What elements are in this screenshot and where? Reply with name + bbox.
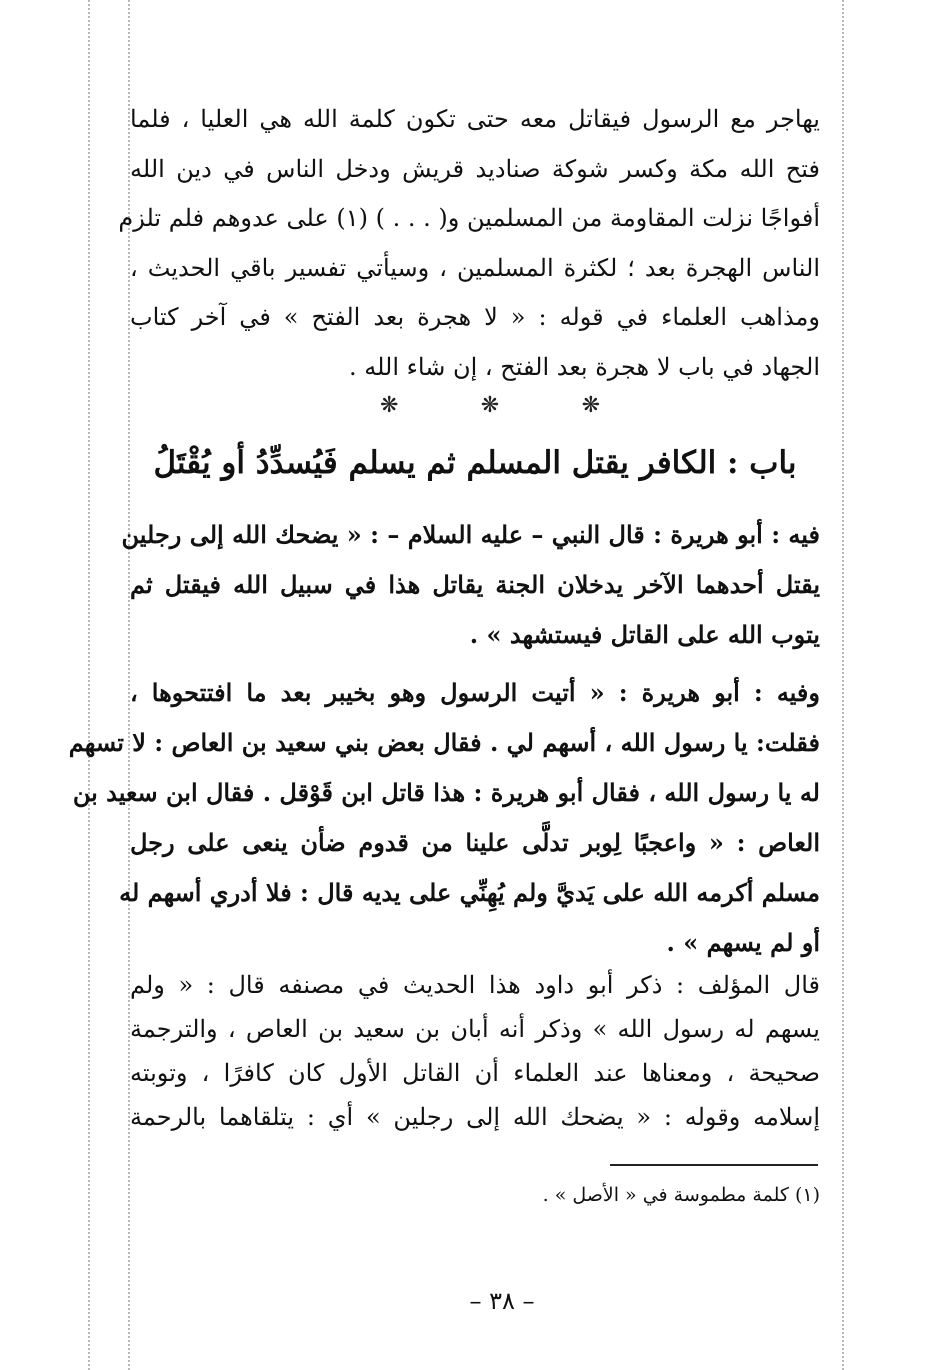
scan-dotted-line (88, 0, 90, 1370)
text-line: مسلم أكرمه الله على يَديَّ ولم يُهِنِّي على يديه قال : فلا أدري أسهم له (119, 878, 820, 907)
star-ornament-icon: ❋ (480, 393, 500, 418)
footnote-divider (610, 1164, 818, 1166)
text-line: العاص : « واعجبًا لِوبر تدلَّى علينا من قدوم ضأن ينعى على رجل (130, 828, 820, 857)
text-line: أو لم يسهم » . (666, 928, 820, 957)
text-line: إسلامه وقوله : « يضحك الله إلى رجلين » أي : يتلقاهما بالرحمة (130, 1103, 820, 1131)
hadith-paragraph-1 (121, 510, 820, 660)
text-line: له يا رسول الله ، فقال أبو هريرة : هذا قاتل ابن قَوْقل . فقال ابن سعيد بن (72, 778, 820, 807)
chapter-title: باب : الكافر يقتل المسلم ثم يسلم فَيُسدِّدُ أو يُقْتَلُ (153, 445, 797, 481)
star-ornament-icon: ❋ (581, 393, 600, 418)
text-line: ومذاهب العلماء في قوله : « لا هجرة بعد الفتح » في آخر كتاب (130, 303, 820, 331)
section-separator (380, 393, 600, 418)
text-line: الجهاد في باب لا هجرة بعد الفتح ، إن شاء الله . (348, 352, 820, 381)
star-ornament-icon: ❋ (380, 393, 399, 418)
text-line: صحيحة ، ومعناها عند العلماء أن القاتل الأول كان كافرًا ، وتوبته (130, 1059, 820, 1087)
text-line: الناس الهجرة بعد ؛ لكثرة المسلمين ، وسيأتي تفسير باقي الحديث ، (130, 253, 820, 282)
text-line: يتوب الله على القاتل فيستشهد » . (469, 620, 820, 649)
paragraph-intro (118, 95, 820, 392)
text-line: فتح الله مكة وكسر شوكة صناديد قريش ودخل الناس في دين الله (130, 154, 820, 183)
page-number: – ٣٨ – (469, 1287, 535, 1315)
commentary-paragraph (130, 963, 820, 1139)
hadith-paragraph-2 (68, 668, 820, 968)
text-line: يقتل أحدهما الآخر يدخلان الجنة يقاتل هذا في سبيل الله فيقتل ثم (130, 570, 820, 599)
text-line: وفيه : أبو هريرة : « أتيت الرسول وهو بخيبر بعد ما افتتحوها ، (130, 678, 820, 707)
text-line: يسهم له رسول الله » وذكر أنه أبان بن سعيد بن العاص ، والترجمة (130, 1015, 820, 1043)
text-line: يهاجر مع الرسول فيقاتل معه حتى تكون كلمة الله هي العليا ، فلما (130, 105, 820, 133)
text-line: قال المؤلف : ذكر أبو داود هذا الحديث في مصنفه قال : « ولم (130, 971, 820, 999)
text-line: فقلت: يا رسول الله ، أسهم لي . فقال بعض بني سعيد بن العاص : لا تسهم (68, 728, 820, 757)
text-line: فيه : أبو هريرة : قال النبي – عليه السلام – : « يضحك الله إلى رجلين (121, 520, 820, 549)
text-line: أفواجًا نزلت المقاومة من المسلمين و( . . . ) (١) على عدوهم فلم تلزم (118, 204, 820, 232)
scan-dotted-line (842, 0, 844, 1370)
footnote: (١) كلمة مطموسة في « الأصل » . (542, 1184, 820, 1206)
